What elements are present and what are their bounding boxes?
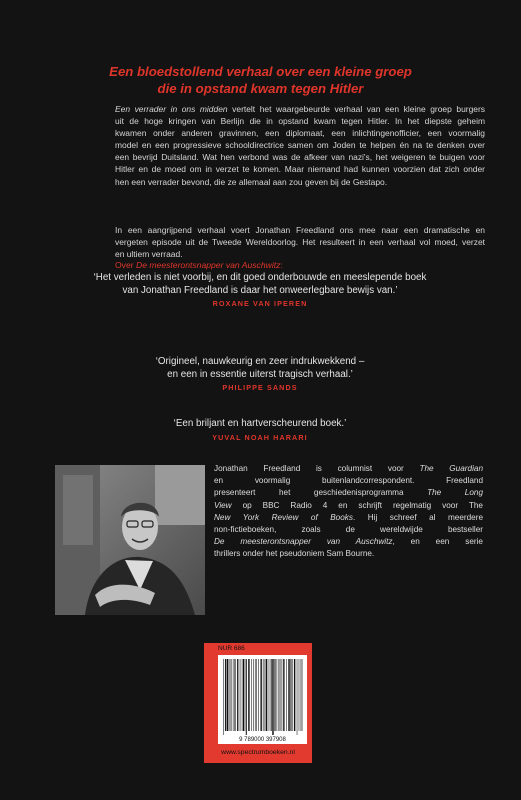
quote-author: ROXANE VAN IPEREN	[212, 299, 308, 309]
barcode-bar	[288, 659, 289, 731]
barcode-bar	[290, 659, 291, 731]
bio-line: non-fictieboeken, zoals de wereldwijde bestseller	[214, 525, 483, 535]
quote-3	[60, 418, 460, 442]
author-photo	[55, 465, 205, 615]
author-bio	[214, 463, 483, 561]
barcode-bar	[229, 659, 230, 731]
quote-1	[60, 272, 460, 308]
barcode-bar	[277, 659, 278, 731]
previous-book-title: De meesterontsnapper van Auschwitz	[136, 260, 281, 270]
second-line: In een aangrijpend verhaal voert Jonathan Freedland ons mee naar een dramatische en	[115, 225, 485, 235]
bio-line: View op BBC Radio 4 en schrijft regelmatig voor The	[214, 500, 483, 510]
barcode-bar	[283, 659, 284, 731]
second-line: vergeten episode uit de Tweede Wereldoorlog. Het resulteert in een verhaal vol moed, verzet	[115, 237, 485, 248]
barcode-bar	[280, 659, 281, 731]
tagline	[40, 63, 481, 97]
barcode-bar	[281, 659, 282, 731]
bio-line: en voormalig buitenlandcorrespondent. Freedland	[214, 476, 483, 486]
nur-code: NUR 686	[218, 645, 245, 652]
barcode-bar	[241, 659, 242, 731]
barcode-bar	[251, 659, 252, 731]
barcode-bar	[234, 659, 235, 731]
bio-line: De meesterontsnapper van Auschwitz, en een serie	[214, 537, 483, 547]
book-title: Een verrader in ons midden	[115, 104, 228, 114]
barcode-bar	[266, 659, 267, 731]
barcode-bar	[269, 659, 270, 731]
barcode-bar	[248, 659, 249, 731]
barcode-bars	[218, 655, 307, 744]
barcode-bar	[227, 659, 228, 731]
barcode-bar	[292, 659, 293, 731]
barcode-bar	[245, 659, 246, 731]
barcode-bar	[260, 659, 261, 731]
barcode-bar	[233, 659, 234, 731]
barcode-bar	[286, 659, 287, 731]
barcode-bar	[225, 659, 226, 731]
barcode-digits: 9 789000 397908	[239, 737, 286, 743]
barcode-bar	[301, 659, 302, 731]
barcode-bar	[237, 659, 238, 731]
second-paragraph	[115, 224, 485, 260]
barcode-bar	[272, 659, 273, 735]
bio-line: Jonathan Freedland is columnist voor The Guardian	[214, 464, 483, 473]
intro-paragraph	[115, 103, 485, 188]
barcode-bar	[302, 659, 303, 731]
barcode-bar	[255, 659, 256, 731]
barcode-bar	[279, 659, 280, 731]
quote-2	[60, 356, 460, 392]
barcode-panel	[204, 643, 312, 763]
tagline-line-2: die in opstand kwam tegen Hitler	[157, 81, 364, 96]
bio-line: thrillers onder het pseudoniem Sam Bourne.	[214, 549, 375, 559]
barcode-bar	[284, 659, 285, 731]
intro-line: Een verrader in ons midden vertelt het waargebeurde verhaal van een kleine groep burgers	[115, 104, 485, 114]
barcode-bar	[239, 659, 240, 731]
author-photo-image	[55, 465, 205, 615]
tagline-line-1: Een bloedstollend verhaal over een kleine groep	[109, 64, 412, 79]
barcode-bar	[258, 659, 259, 731]
barcode-bar	[256, 659, 257, 731]
quote-author: YUVAL NOAH HARARI	[212, 432, 308, 442]
quote-text: ‘Het verleden is niet voorbij, en dit goed onderbouwde en meeslepende boek	[93, 272, 427, 283]
barcode-bar	[253, 659, 254, 731]
barcode-bar	[261, 659, 262, 731]
intro-line: kwamen onder anderen gravinnen, een diplomaat, een inlichtingenofficier, een voormalig	[115, 128, 485, 139]
barcode-bar	[243, 659, 244, 731]
barcode-bar	[264, 659, 265, 731]
over-heading: Over De meesterontsnapper van Auschwitz:	[115, 260, 283, 270]
barcode-bar	[223, 659, 224, 735]
barcode-bar	[294, 659, 295, 731]
barcode-bar	[274, 659, 275, 731]
quote-text: ‘Origineel, nauwkeurig en zeer indrukwekkend –	[155, 356, 365, 367]
barcode-bar	[275, 659, 276, 731]
bio-line: New York Review of Books. Hij schreef al meerdere	[214, 512, 483, 522]
second-line: en ultiem verraad.	[115, 249, 183, 260]
intro-line: model en een progressieve schooldirectrice samen om Joden te helpen én na te denken over	[115, 140, 485, 151]
quote-text: ‘Een briljant en hartverscheurend boek.’	[173, 418, 347, 429]
barcode-bar	[271, 659, 272, 731]
intro-line: hen een verrader bevond, die ze allemaal aan zou geven bij de Gestapo.	[115, 176, 388, 187]
publisher-url: www.spectrumboeken.nl	[221, 749, 295, 756]
barcode-bar	[299, 659, 300, 731]
barcode-bar	[265, 659, 266, 731]
bio-line: presenteert het geschiedenisprogramma The Long	[214, 488, 483, 498]
barcode-bar	[235, 659, 236, 731]
intro-line: Hitler en de moed om in verzet te komen. Maar niemand had kunnen voorzien dat zich onder	[115, 164, 485, 175]
quote-text: en een in essentie uiterst tragisch verhaal.’	[167, 368, 353, 380]
intro-line: een bevrijd Duitsland. Wat hen verbond was de afkeer van nazi's, het weigeren te buigen voor	[115, 152, 485, 163]
barcode-bar	[230, 659, 231, 731]
quote-text: van Jonathan Freedland is daar het onweerlegbare bewijs van.’	[122, 284, 398, 296]
barcode-bar	[231, 659, 232, 731]
barcode	[218, 655, 307, 744]
barcode-bar	[297, 659, 298, 735]
barcode-bar	[246, 659, 247, 735]
quote-author: PHILIPPE SANDS	[222, 383, 298, 393]
intro-line: uit de hoge kringen van Berlijn die in opstand kwam tegen Hitler. In het diepste geheim	[115, 116, 485, 127]
